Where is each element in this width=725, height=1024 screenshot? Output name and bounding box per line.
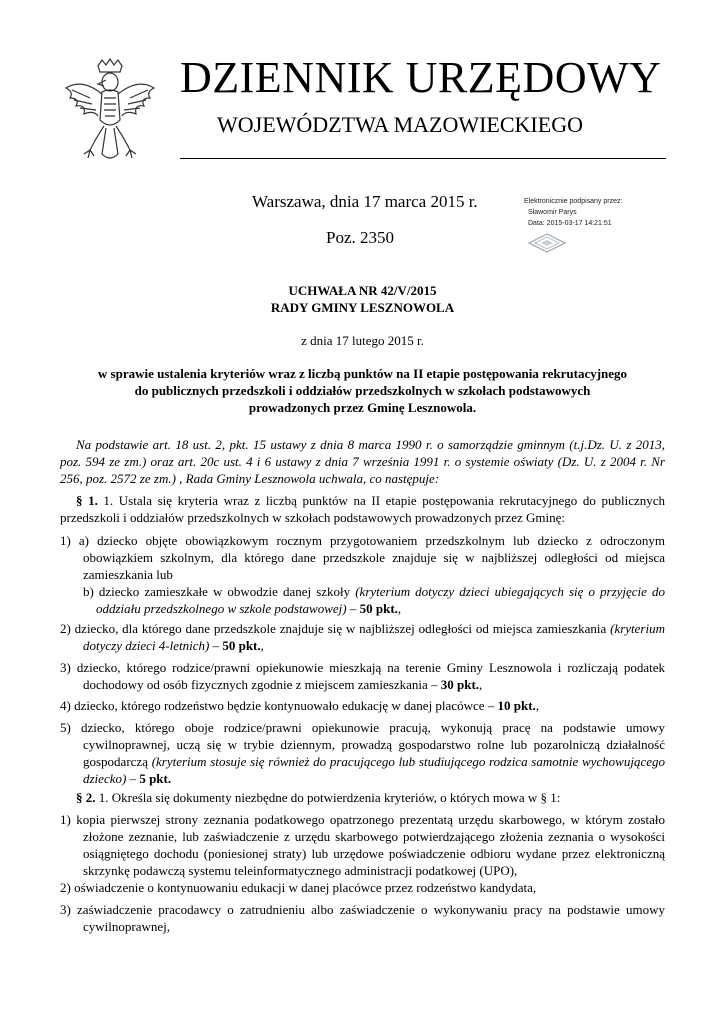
criterion-2: 2) dziecko, dla którego dane przedszkole znajduje się w najbliższej odległości od miejsca zamieszkania (kryterium dotyczy dzieci 4-letnich) – 50 pkt., xyxy=(60,621,665,653)
section-1: § 1. 1. Ustala się kryteria wraz z liczbą punktów na II etapie postępowania rekrutacyjnego do publicznych przedszkoli i oddziałów przedszkolnych w szkołach podstawowych prowadzonych przez Gminę: xyxy=(60,493,665,525)
document-3: 3) zaświadczenie pracodawcy o zatrudnieniu albo zaświadczenie o wykonywaniu pracy na podstawie umowy cywilnoprawnej, xyxy=(60,902,665,934)
points: 50 pkt. xyxy=(222,638,261,653)
document-2: 2) oświadczenie o kontynuowaniu edukacji w danej placówce przez rodzeństwo kandydata, xyxy=(60,880,537,895)
criterion-3: 3) dziecko, którego rodzice/prawni opiekunowie mieszkają na terenie Gminy Lesznowola i rozliczają podatek dochodowy od osób fizycznych zgodnie z miejscem zamieszkania – 30 pkt., xyxy=(60,660,665,692)
electronic-signature xyxy=(524,196,694,229)
section-mark: § 1. xyxy=(76,493,98,508)
signer-name: Sławomir Parys xyxy=(528,209,577,216)
criterion-1b: b) dziecko zamieszkałe w obwodzie danej szkoły (kryterium dotyczy dzieci ubiegających się o przyjęcie do oddziału przedszkolnego w szkole podstawowej) – 50 pkt., xyxy=(83,584,665,616)
journal-subtitle: WOJEWÓDZTWA MAZOWIECKIEGO xyxy=(217,112,583,137)
polish-eagle-emblem xyxy=(60,58,160,168)
points: 5 pkt. xyxy=(139,771,172,786)
section-mark: § 2. xyxy=(76,790,96,805)
resolution-subject: w sprawie ustalenia kryteriów wraz z liczbą punktów na II etapie postępowania rekrutacyjnego xyxy=(97,366,628,381)
resolution-body: RADY GMINY LESZNOWOLA xyxy=(270,300,455,315)
points: 10 pkt. xyxy=(497,698,536,713)
journal-title: DZIENNIK URZĘDOWY xyxy=(180,53,662,102)
section-2: § 2. 1. Określa się dokumenty niezbędne do potwierdzenia kryteriów, o których mowa w § 1: xyxy=(76,790,561,805)
resolution-title: UCHWAŁA NR 42/V/2015 xyxy=(288,283,437,298)
place-and-date: Warszawa, dnia 17 marca 2015 r. xyxy=(252,192,478,211)
document-1: 1) kopia pierwszej strony zeznania podatkowego opatrzonego prezentatą urzędu skarbowego, w którym zostało złożone zeznanie, lub zaświadczenie z urzędu skarbowego potwierdzającego złożenia zeznania o wysokości osiągniętego dochodu (poniesionej straty) lub urzędowe poświadczenie odbioru wydane przez elektroniczną skrzynkę podawczą systemu teleinformatycznego administracji podatkowej (UPO), xyxy=(60,812,665,878)
criterion-5: 5) dziecko, którego oboje rodzice/prawni opiekunowie pracują, wykonują pracę na podstawie umowy cywilnoprawnej, uczą się w trybie dziennym, prowadzą gospodarstwo rolne lub pozarolniczą działalność gospodarczą (kryterium stosuje się również do pracującego lub studiującego rodzica samotnie wychowującego dziecko) – 5 pkt. xyxy=(60,720,665,786)
signature-check-icon xyxy=(527,232,567,254)
criterion-4: 4) dziecko, którego rodzeństwo będzie kontynuowało edukację w danej placówce – 10 pkt., xyxy=(60,698,540,713)
points: 30 pkt. xyxy=(440,677,480,692)
resolution-subject: do publicznych przedszkoli i oddziałów przedszkolnych w szkołach podstawowych xyxy=(134,383,591,398)
header-divider xyxy=(180,158,666,159)
resolution-subject: prowadzonych przez Gminę Lesznowola. xyxy=(248,400,477,415)
resolution-date: z dnia 17 lutego 2015 r. xyxy=(301,333,424,348)
signature-date: Data: 2015-03-17 14:21:51 xyxy=(528,220,612,227)
signature-line: Elektronicznie podpisany przez: xyxy=(524,198,623,205)
position-number: Poz. 2350 xyxy=(326,228,394,247)
points: 50 pkt. xyxy=(359,601,398,616)
preamble: Na podstawie art. 18 ust. 2, pkt. 15 ustawy z dnia 8 marca 1990 r. o samorządzie gminnym (t.j.Dz. U. z 2013, poz. 594 ze zm.) oraz art. 20c ust. 4 i 6 ustawy z dnia 7 września 1991 r. o systemie oświaty (Dz. U. z 2004 r. Nr 256, poz. 2572 ze zm.) , Rada Gminy Lesznowola uchwala, co następuje: xyxy=(60,437,665,486)
criterion-1a: 1) a) dziecko objęte obowiązkowym rocznym przygotowaniem przedszkolnym lub dziecko z odroczonym obowiązkiem szkolnym, dla którego dane przedszkole znajduje się w najbliższej odległości od miejsca zamieszkania lub xyxy=(60,533,665,582)
